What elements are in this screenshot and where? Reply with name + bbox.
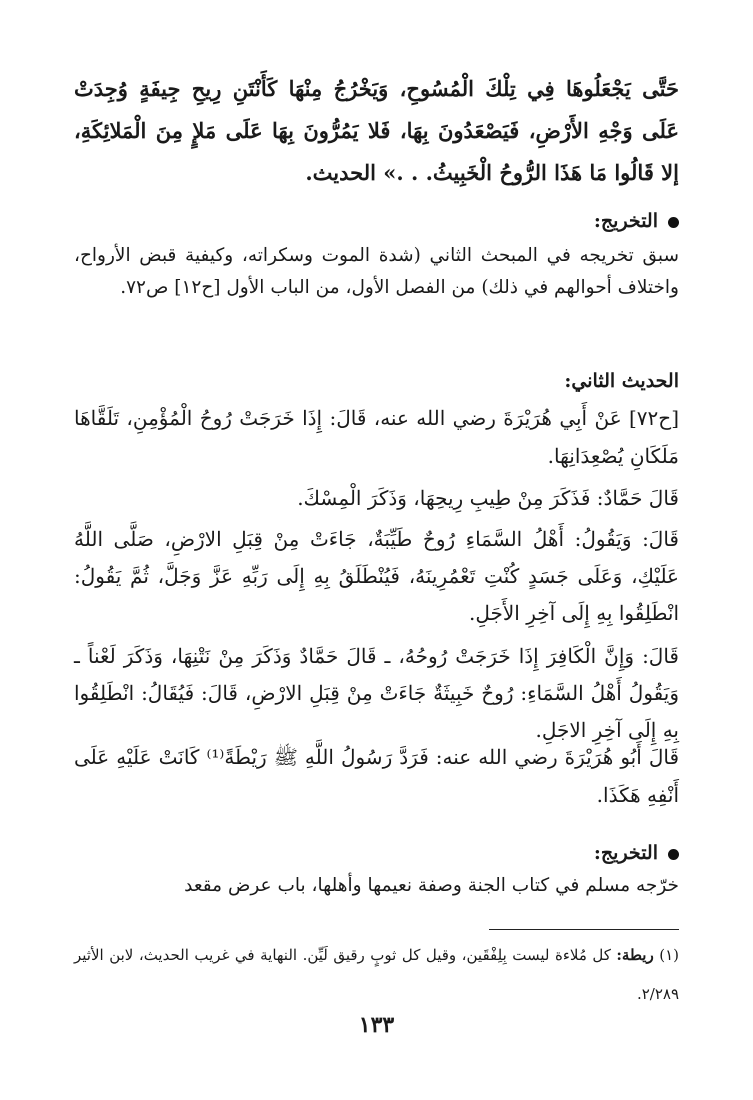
takhrij-heading-2-label: التخريج: [593,842,658,864]
footnote-divider [489,929,679,930]
footnote-number: (١) [659,946,679,964]
takhrij-text-2: خرّجه مسلم في كتاب الجنة وصفة نعيمها وأهلها، باب عرض مقعد [184,875,679,896]
footnote-term: ريطة: [616,946,654,964]
bullet-icon [668,849,679,860]
bullet-icon [668,217,679,228]
footnote-text: كل مُلاءة ليست بِلِفْقَين، وقيل كل ثوبٍ رقيق لَيِّن. النهاية في غريب الحديث، لابن الأثير ٢/٢٨٩. [74,946,679,1003]
hadith-2-heading: الحديث الثاني: [564,370,679,392]
hadith-2-disbeliever-text: قَالَ: وَإِنَّ الْكَافِرَ إِذَا خَرَجَتْ رُوحُهُ، ـ قَالَ حَمَّادٌ وَذَكَرَ مِنْ نَتْنِهَا، وَذَكَرَ لَعْناً ـ وَيَقُولُ أَهْلُ السَّمَاءِ: رُوحٌ خَبِيثَةٌ جَاءَتْ مِنْ قِبَلِ الارْضِ، قَالَ: فَيُقَالُ: انْطَلِقُوا بِهِ إِلَى آخِرِ الاجَلِ. [74,644,679,742]
takhrij-heading-1-label: التخريج: [593,210,658,232]
takhrij-heading-1 [74,206,679,236]
hadith-2-believer-text: قَالَ: وَيَقُولُ: أَهْلُ السَّمَاءِ رُوحٌ طَيِّبَةٌ، جَاءَتْ مِنْ قِبَلِ الارْضِ، صَلَّى اللَّهُ عَلَيْكِ، وَعَلَى جَسَدٍ كُنْتِ تَعْمُرِينَهُ، فَيُنْطَلَقُ بِهِ إِلَى رَبِّهِ عَزَّ وَجَلَّ، ثُمَّ يَقُولُ: انْطَلِقُوا بِهِ إِلَى آخِرِ الأَجَلِ. [74,527,679,625]
footnote [74,936,679,1014]
hadith-continuation-text: حَتَّى يَجْعَلُوهَا فِي تِلْكَ الْمُسُوحِ، وَيَخْرُجُ مِنْهَا كَأَنْتَنِ رِيحِ جِيفَةٍ وُجِدَتْ عَلَى وَجْهِ الأَرْضِ، فَيَصْعَدُونَ بِهَا، فَلا يَمُرُّونَ بِهَا عَلَى مَلإٍ مِنَ الْمَلائِكَةِ، إلا قَالُوا مَا هَذَا الرُّوحُ الْخَبِيثُ. . .» الحديث. [74,76,679,185]
takhrij-heading-2 [74,838,679,868]
abu-hurayra-remark: قَالَ أَبُو هُرَيْرَةَ رضي الله عنه: فَرَدَّ رَسُولُ اللَّهِ ﷺ رَيْطَةً⁽¹⁾ كَانَتْ عَلَيْهِ عَلَى أَنْفِهِ هَكَذَا. [74,745,680,807]
page-number: ١٣٣ [358,1012,395,1038]
hadith-2-opening: [ح٧٢] عَنْ أَبِي هُرَيْرَةَ رضي الله عنه، قَالَ: إِذَا خَرَجَتْ رُوحُ الْمُؤْمِنِ، تَلَقَّاهَا مَلَكَانِ يُصْعِدَانِهَا. [74,406,679,468]
takhrij-text-1: سبق تخريجه في المبحث الثاني (شدة الموت وسكراته، وكيفية قبض الأرواح، واختلاف أحوالهم في ذلك) من الفصل الأول، من الباب الأول [ح١٢] ص٧٢. [74,245,679,298]
hammad-remark: قَالَ حَمَّادٌ: فَذَكَرَ مِنْ طِيبِ رِيحِهَا، وَذَكَرَ الْمِسْكَ. [297,486,679,510]
